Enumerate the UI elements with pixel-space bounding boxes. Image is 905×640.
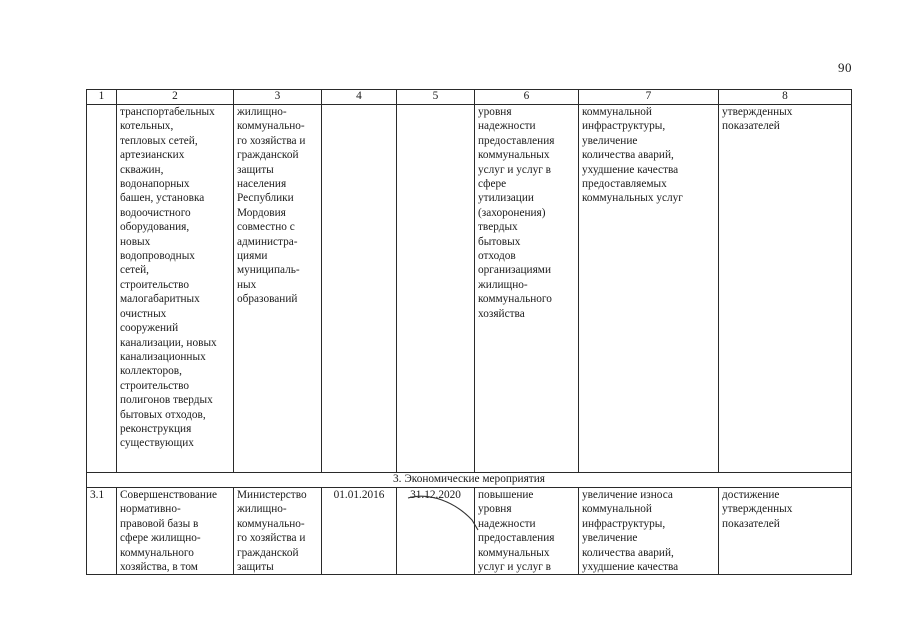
- cell-text-line: хозяйства: [478, 307, 525, 320]
- cell-text-line: полигонов твердых: [120, 394, 213, 407]
- cell-text-line: инфраструктуры,: [582, 120, 666, 133]
- cell-text-line: жилищно-: [237, 503, 287, 516]
- cell-text-line: реконструкция: [120, 422, 192, 435]
- cell-text-line: уровня: [478, 106, 512, 118]
- cell-text-line: повышение: [478, 489, 534, 501]
- cell-text-line: скважин,: [120, 163, 164, 176]
- cell-end-date: [397, 105, 475, 473]
- page-number: 90: [838, 60, 852, 75]
- cell-text-line: строительство: [120, 379, 190, 392]
- cell-text-line: существующих: [120, 437, 194, 450]
- cell-text-line: услуг и услуг в: [478, 561, 552, 574]
- cell-indicators: [719, 105, 852, 473]
- header-cell: 8: [719, 90, 852, 105]
- cell-text-line: коммунально-: [237, 517, 305, 530]
- cell-text-line: населения: [237, 178, 287, 191]
- cell-text-line: бытовых отходов,: [120, 408, 206, 421]
- cell-text-line: услуг и услуг в: [478, 163, 552, 176]
- cell-text-line: строительство: [120, 278, 190, 291]
- cell-text-line: водоочистного: [120, 206, 191, 219]
- cell-text-line: Республики: [237, 192, 294, 205]
- cell-text-line: предоставляемых: [582, 178, 667, 191]
- header-row: [87, 90, 852, 105]
- cell-text-line: совместно с: [237, 221, 295, 234]
- cell-indicators: [719, 488, 852, 575]
- cell-text-line: водонапорных: [120, 178, 190, 191]
- header-cell: 5: [397, 90, 475, 105]
- section-row: [87, 473, 852, 488]
- cell-text-line: количества аварий,: [582, 149, 674, 162]
- cell-text-line: увеличение: [582, 134, 638, 147]
- cell-text-line: сетей,: [120, 264, 149, 277]
- cell-text-line: коммунально-: [237, 120, 305, 133]
- cell-text-line: (захоронения): [478, 206, 546, 219]
- cell-text-line: коммунальных: [478, 149, 550, 162]
- cell-text-line: циями: [237, 250, 268, 263]
- cell-text-line: коммунального: [120, 546, 194, 559]
- cell-end-date: 31.12.2020: [397, 488, 475, 575]
- cell-text-line: жилищно-: [478, 278, 528, 291]
- cell-text-line: утвержденных: [722, 106, 793, 118]
- cell-text-line: предоставления: [478, 532, 555, 545]
- cell-text-line: жилищно-: [237, 106, 287, 118]
- header-cell: 2: [117, 90, 234, 105]
- cell-text-line: твердых: [478, 221, 518, 234]
- cell-text-line: правовой базы в: [120, 517, 199, 530]
- header-cell: 7: [579, 90, 719, 105]
- cell-text-line: надежности: [478, 120, 536, 133]
- cell-text-line: малогабаритных: [120, 293, 200, 306]
- cell-text-line: защиты: [237, 561, 274, 574]
- cell-text-line: утвержденных: [722, 503, 793, 516]
- cell-text-line: коллекторов,: [120, 365, 182, 378]
- cell-text-line: надежности: [478, 517, 536, 530]
- cell-text-line: увеличение: [582, 532, 638, 545]
- cell-text-line: Совершенствование: [120, 489, 218, 501]
- cell-text-line: сфере жилищно-: [120, 532, 201, 545]
- cell-text-line: хозяйства, в том: [120, 561, 198, 574]
- cell-text-line: Мордовия: [237, 206, 286, 219]
- cell-text-line: тепловых сетей,: [120, 134, 198, 147]
- cell-text-line: ных: [237, 278, 257, 291]
- cell-text-line: го хозяйства и: [237, 134, 306, 147]
- cell-text-line: уровня: [478, 503, 512, 516]
- cell-text-line: канализационных: [120, 350, 206, 363]
- cell-text-line: защиты: [237, 163, 274, 176]
- cell-text-line: новых: [120, 235, 151, 248]
- cell-number: [87, 105, 117, 473]
- cell-text-line: артезианских: [120, 149, 185, 162]
- cell-text-line: гражданской: [237, 149, 299, 162]
- cell-text-line: отходов: [478, 250, 516, 263]
- cell-text-line: нормативно-: [120, 503, 181, 516]
- cell-text-line: показателей: [722, 120, 780, 133]
- cell-text-line: транспортабельных: [120, 106, 215, 118]
- cell-text-line: коммунального: [478, 293, 552, 306]
- cell-measure: [117, 105, 234, 473]
- cell-text-line: количества аварий,: [582, 546, 674, 559]
- cell-number: 3.1: [87, 488, 117, 575]
- cell-text-line: организациями: [478, 264, 551, 277]
- header-cell: 6: [475, 90, 579, 105]
- cell-text-line: канализации, новых: [120, 336, 217, 349]
- section-title: 3. Экономические мероприятия: [87, 473, 852, 488]
- continuation-row: [87, 105, 852, 473]
- cell-text-line: башен, установка: [120, 192, 205, 205]
- cell-consequences: [579, 105, 719, 473]
- cell-measure: [117, 488, 234, 575]
- cell-text-line: гражданской: [237, 546, 299, 559]
- cell-start-date: [322, 105, 397, 473]
- cell-text-line: предоставления: [478, 134, 555, 147]
- cell-text-line: ухудшение качества: [582, 561, 679, 574]
- cell-text-line: увеличение износа: [582, 489, 673, 501]
- cell-text-line: го хозяйства и: [237, 532, 306, 545]
- cell-start-date: 01.01.2016: [322, 488, 397, 575]
- table-row: [87, 488, 852, 575]
- cell-result: [475, 105, 579, 473]
- cell-text-line: оборудования,: [120, 221, 190, 234]
- cell-text-line: сооружений: [120, 322, 179, 335]
- cell-text-line: коммунальных услуг: [582, 192, 683, 205]
- cell-result: [475, 488, 579, 575]
- cell-text-line: водопроводных: [120, 250, 195, 263]
- cell-text-line: образований: [237, 293, 298, 306]
- measures-table: [86, 89, 852, 575]
- header-cell: 1: [87, 90, 117, 105]
- cell-text-line: муниципаль-: [237, 264, 300, 277]
- header-cell: 3: [234, 90, 322, 105]
- cell-text-line: коммунальных: [478, 546, 550, 559]
- cell-text-line: утилизации: [478, 192, 534, 205]
- cell-text-line: Министерство: [237, 489, 307, 501]
- cell-text-line: очистных: [120, 307, 167, 320]
- cell-text-line: инфраструктуры,: [582, 517, 666, 530]
- cell-text-line: коммунальной: [582, 503, 652, 516]
- cell-text-line: администра-: [237, 235, 298, 248]
- cell-text-line: сфере: [478, 178, 507, 191]
- cell-consequences: [579, 488, 719, 575]
- cell-text-line: коммунальной: [582, 106, 652, 118]
- header-cell: 4: [322, 90, 397, 105]
- cell-text-line: ухудшение качества: [582, 163, 679, 176]
- cell-text-line: бытовых: [478, 235, 521, 248]
- cell-text-line: котельных,: [120, 120, 174, 133]
- cell-executor: [234, 488, 322, 575]
- cell-text-line: достижение: [722, 489, 780, 501]
- cell-executor: [234, 105, 322, 473]
- cell-text-line: показателей: [722, 517, 780, 530]
